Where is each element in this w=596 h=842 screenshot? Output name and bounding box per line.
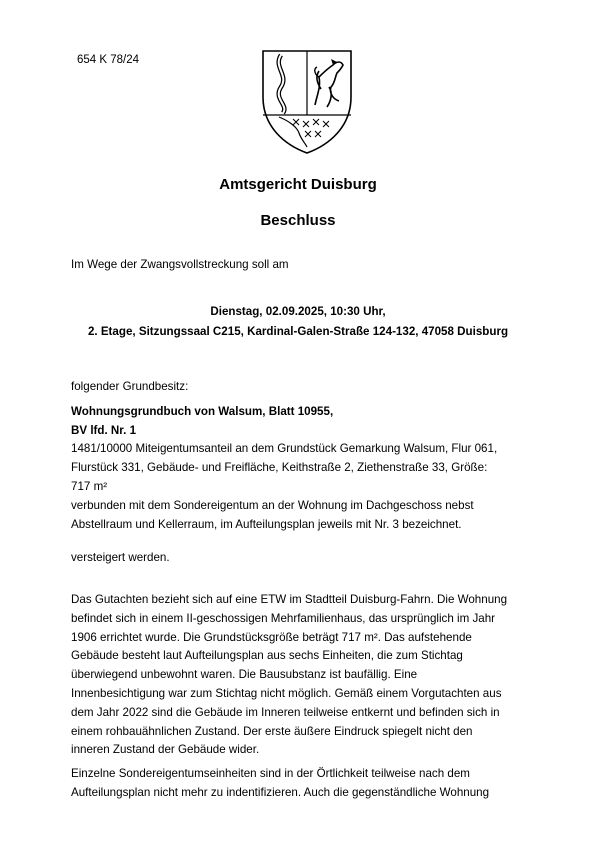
paragraph-line: inneren Zustand der Gebäude wider.	[71, 743, 260, 757]
property-register: Wohnungsgrundbuch von Walsum, Blatt 10955,	[71, 404, 334, 418]
property-lead: folgender Grundbesitz:	[71, 380, 189, 393]
paragraph-line: dem Jahr 2022 sind die Gebäude im Inneren teilweise entkernt und befinden sich in	[71, 705, 500, 719]
file-number: 654 K 78/24	[77, 54, 140, 66]
paragraph-line: Gebäude besteht laut Aufteilungsplan aus sechs Einheiten, die zum Stichtag	[71, 649, 463, 663]
auctioned-text: versteigert werden.	[71, 551, 170, 564]
paragraph-line: Einzelne Sondereigentumseinheiten sind in der Örtlichkeit teilweise nach dem	[71, 767, 470, 780]
property-description-line: verbunden mit dem Sondereigentum an der Wohnung im Dachgeschoss nebst	[71, 498, 474, 512]
paragraph-line: 1906 errichtet wurde. Die Grundstücksgröße beträgt 717 m². Das aufstehende	[71, 630, 472, 644]
property-bv-number: BV lfd. Nr. 1	[71, 423, 137, 437]
paragraph-line: Das Gutachten bezieht sich auf eine ETW im Stadtteil Duisburg-Fahrn. Die Wohnung	[71, 593, 508, 606]
paragraph-line: befindet sich in einem II-geschossigen Mehrfamilienhaus, das ursprünglich im Jahr	[71, 611, 496, 625]
hearing-location: 2. Etage, Sitzungssaal C215, Kardinal-Galen-Straße 124-132, 47058 Duisburg	[87, 325, 509, 338]
property-description-line: 1481/10000 Miteigentumsanteil an dem Grundstück Gemarkung Walsum, Flur 061,	[71, 442, 498, 456]
expert-report-paragraph	[71, 591, 531, 760]
property-description-line: Flurstück 331, Gebäude- und Freifläche, Keithstraße 2, Ziethenstraße 33, Größe:	[71, 461, 488, 475]
paragraph-line: überwiegend unbewohnt waren. Die Bausubstanz ist baufällig. Eine	[71, 668, 418, 682]
property-description-line: Abstellraum und Kellerraum, im Aufteilungsplan jeweils mit Nr. 3 bezeichnet.	[71, 517, 462, 531]
paragraph-line: einem rohbauähnlichen Zustand. Der erste äußere Eindruck spiegelt nicht den	[71, 724, 473, 738]
property-section	[71, 378, 531, 534]
property-description-line: 717 m²	[71, 479, 108, 493]
court-name: Amtsgericht Duisburg	[219, 176, 377, 193]
units-paragraph	[71, 765, 531, 803]
hearing-date-time: Dienstag, 02.09.2025, 10:30 Uhr,	[210, 305, 386, 318]
paragraph-line: Aufteilungsplan nicht mehr zu indentifizieren. Auch die gegenständliche Wohnung	[71, 785, 490, 799]
paragraph-line: Innenbesichtigung war zum Stichtag nicht möglich. Gemäß einem Vorgutachten aus	[71, 686, 502, 700]
intro-text: Im Wege der Zwangsvollstreckung soll am	[71, 258, 289, 271]
decision-title: Beschluss	[260, 212, 336, 229]
nrw-coat-of-arms-icon	[259, 47, 355, 155]
